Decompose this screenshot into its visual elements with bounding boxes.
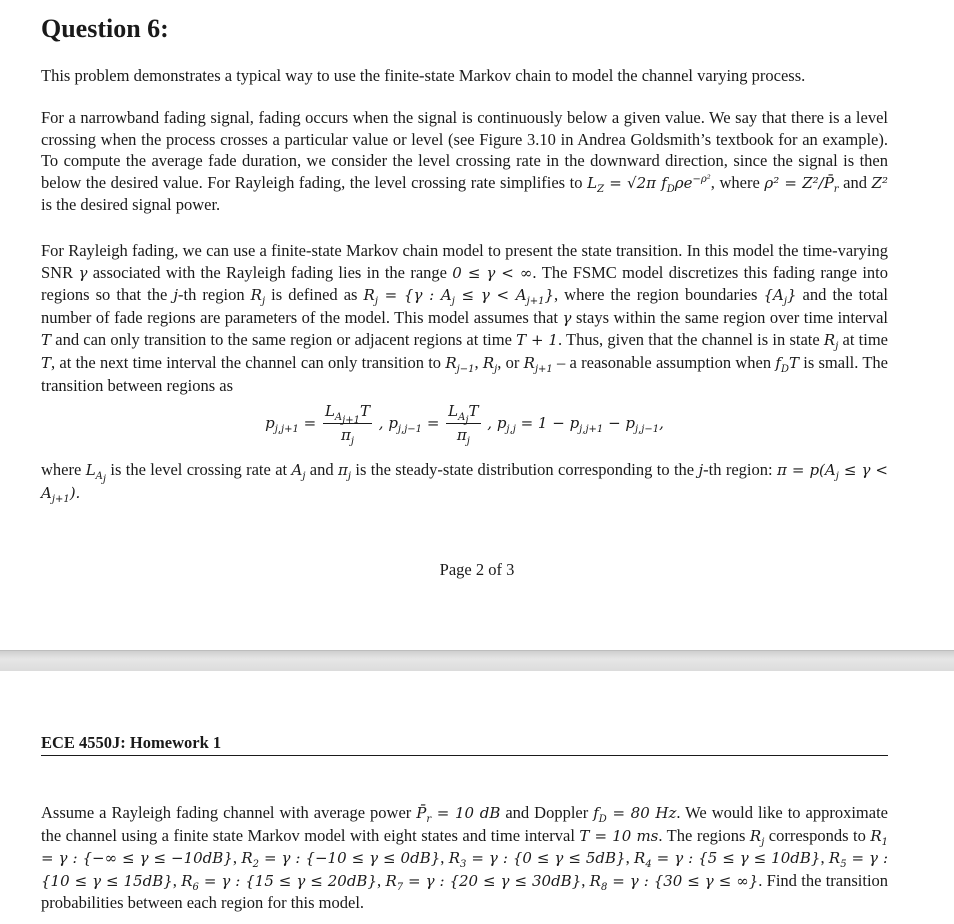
math-pij: $\pi_j$ [338, 461, 351, 482]
region-r8: $R_8 = \gamma$ : {30 ≤ γ ≤ ∞} [589, 871, 759, 893]
math-gamma: γ [562, 308, 572, 327]
text: and [838, 172, 872, 192]
fraction-down: $\frac{L_{A_j}T}{\pi_j}$ [448, 402, 479, 447]
math-t: T = 10 ms [579, 826, 659, 845]
fraction-up: $\frac{L_{A_{j+1}}T}{\pi_j}$ [324, 402, 370, 447]
running-header: ECE 4550J: Homework 1 [41, 733, 888, 756]
transition-equation [41, 402, 888, 452]
math-rj: $R_j$ [482, 353, 498, 375]
question-title: Question 6: [41, 14, 169, 43]
text: is the desired signal power. [41, 195, 221, 215]
math-fd: $f_D = 80$ Hz [593, 804, 677, 825]
steady-state-paragraph: where $L_{A_j}$ is the level crossing rate at $A_j$ and $\pi_j$ is the steady-state distribution corresponding to the j-th region: $\pi = p(A_j \le \gamma < A_{j+1})$. [41, 460, 888, 505]
math-pi-def: $\pi = p(A_j \le \gamma < A_{j+1})$. [41, 461, 888, 505]
problem-paragraph: Assume a Rayleigh fading channel with average power $P̄_r = 10$ dB and Doppler $f_D = 80$ Hz. We would like to approximate the channel using a finite state Markov model with eight states and time interval T = 10 ms. The regions $R_j$ corresponds to $R_1 = \gamma$ : {−∞ ≤ γ ≤ −10dB}, $R_2 = \gamma$ : {−10 ≤ γ ≤ 0dB}, $R_3 = \gamma$ : {0 ≤ γ ≤ 5dB}, $R_4 = \gamma$ : {5 ≤ γ ≤ 10dB}, $R_5 = \gamma$ : {10 ≤ γ ≤ 15dB}, $R_6 = \gamma$ : {15 ≤ γ ≤ 20dB}, $R_7 = \gamma$ : {20 ≤ γ ≤ 30dB}, $R_8 = \gamma$ : {30 ≤ γ ≤ ∞}. Find the transition probabilities between each region for this model. [41, 803, 889, 913]
math-lz: $L_Z = √2\pi$ $f_D\rho e^{-\rho^2}$ [587, 173, 711, 195]
text: , where [710, 172, 765, 192]
math-rj-plus: $R_{j+1}$ [523, 353, 553, 375]
math-j: j [698, 461, 704, 479]
eq-lhs: $p_{j,j+1}$ = [265, 414, 317, 435]
page-separator [0, 650, 954, 672]
eq-mid: , $p_{j,j-1}$ = [378, 414, 440, 435]
math-rj: $R_j$ [749, 826, 765, 848]
math-rj-minus: $R_{j-1}$ [445, 353, 475, 375]
math-t: T [41, 353, 52, 372]
fsmc-paragraph: For Rayleigh fading, we can use a finite-state Markov chain model to present the state transition. In this model the time-varying SNR γ associated with the Rayleigh fading lies in the range 0 ≤ γ < ∞. The FSMC model discretizes this fading range into regions so that the j-th region $R_j$ is defined as $R_j = \{\gamma$ : $A_j \le \gamma < A_{j+1}$}, where the region boundaries $\{A_j\}$ and the total number of fade regions are parameters of the model. This model assumes that γ stays within the same region over time interval T and can only transition to the same region or adjacent regions at time T + 1. Thus, given that the channel is in state $R_j$ at time T, at the next time interval the channel can only transition to $R_{j-1}$, $R_j$, or $R_{j+1}$ – a reasonable assumption when $f_DT$ is small. The transition between regions as [41, 241, 888, 395]
math-la: $L_{A_j}$ [85, 461, 106, 485]
math-gamma: γ [78, 263, 88, 282]
region-r7: $R_7 = \gamma$ : {20 ≤ γ ≤ 30dB} [385, 871, 582, 893]
math-t-plus-1: T + 1 [516, 331, 558, 350]
region-r2: $R_2 = \gamma$ : {−10 ≤ γ ≤ 0dB} [241, 849, 441, 871]
math-rj: $R_j$ [250, 286, 266, 308]
math-t: T [41, 331, 52, 350]
math-rho: $\rho^2 = Z^2/P̄_r$ [764, 173, 839, 195]
math-fdt: $f_DT$ [775, 353, 799, 375]
intro-paragraph: This problem demonstrates a typical way to use the finite-state Markov chain to model the channel varying process. [41, 66, 806, 85]
page-number: Page 2 of 3 [439, 560, 515, 579]
region-r1: $R_1 = \gamma$ : {−∞ ≤ γ ≤ −10dB} [41, 826, 888, 868]
page-3 [0, 671, 954, 924]
math-aj: $\{A_j\}$ [763, 286, 797, 308]
math-region-def: $R_j = \{\gamma$ : $A_j \le \gamma < A_{j+1}$} [363, 286, 554, 308]
math-pr: $P̄_r = 10$ dB [416, 804, 501, 825]
level-crossing-paragraph [41, 107, 888, 216]
math-aj: $A_j$ [291, 461, 306, 482]
region-r5: $R_5 = \gamma$ : {10 ≤ γ ≤ 15dB} [41, 849, 889, 890]
math-z2: Z² [871, 173, 888, 192]
math-j: j [173, 286, 179, 305]
region-r3: $R_3 = \gamma$ : {0 ≤ γ ≤ 5dB} [448, 849, 626, 871]
text: For a narrowband fading signal, fading occurs when the signal is continuously below a given value. We say that there is a level crossing when the process crosses a particular value or level (see Figure 3.10 in Andrea Goldsmith’s textbook for an example). To compute the average fade duration, we consider the level crossing rate in the downward direction, since the signal is then below the desired value. For Rayleigh fading, the level crossing rate simplifies to [41, 108, 888, 192]
math-rj: $R_j$ [823, 331, 839, 353]
region-r6: $R_6 = \gamma$ : {15 ≤ γ ≤ 20dB} [181, 871, 377, 893]
region-r4: $R_4 = \gamma$ : {5 ≤ γ ≤ 10dB} [634, 849, 821, 871]
math-range: 0 ≤ γ < ∞ [452, 263, 533, 282]
eq-rhs: , $p_{j,j} = 1 - p_{j,j+1} - p_{j,j-1}$, [487, 414, 664, 435]
